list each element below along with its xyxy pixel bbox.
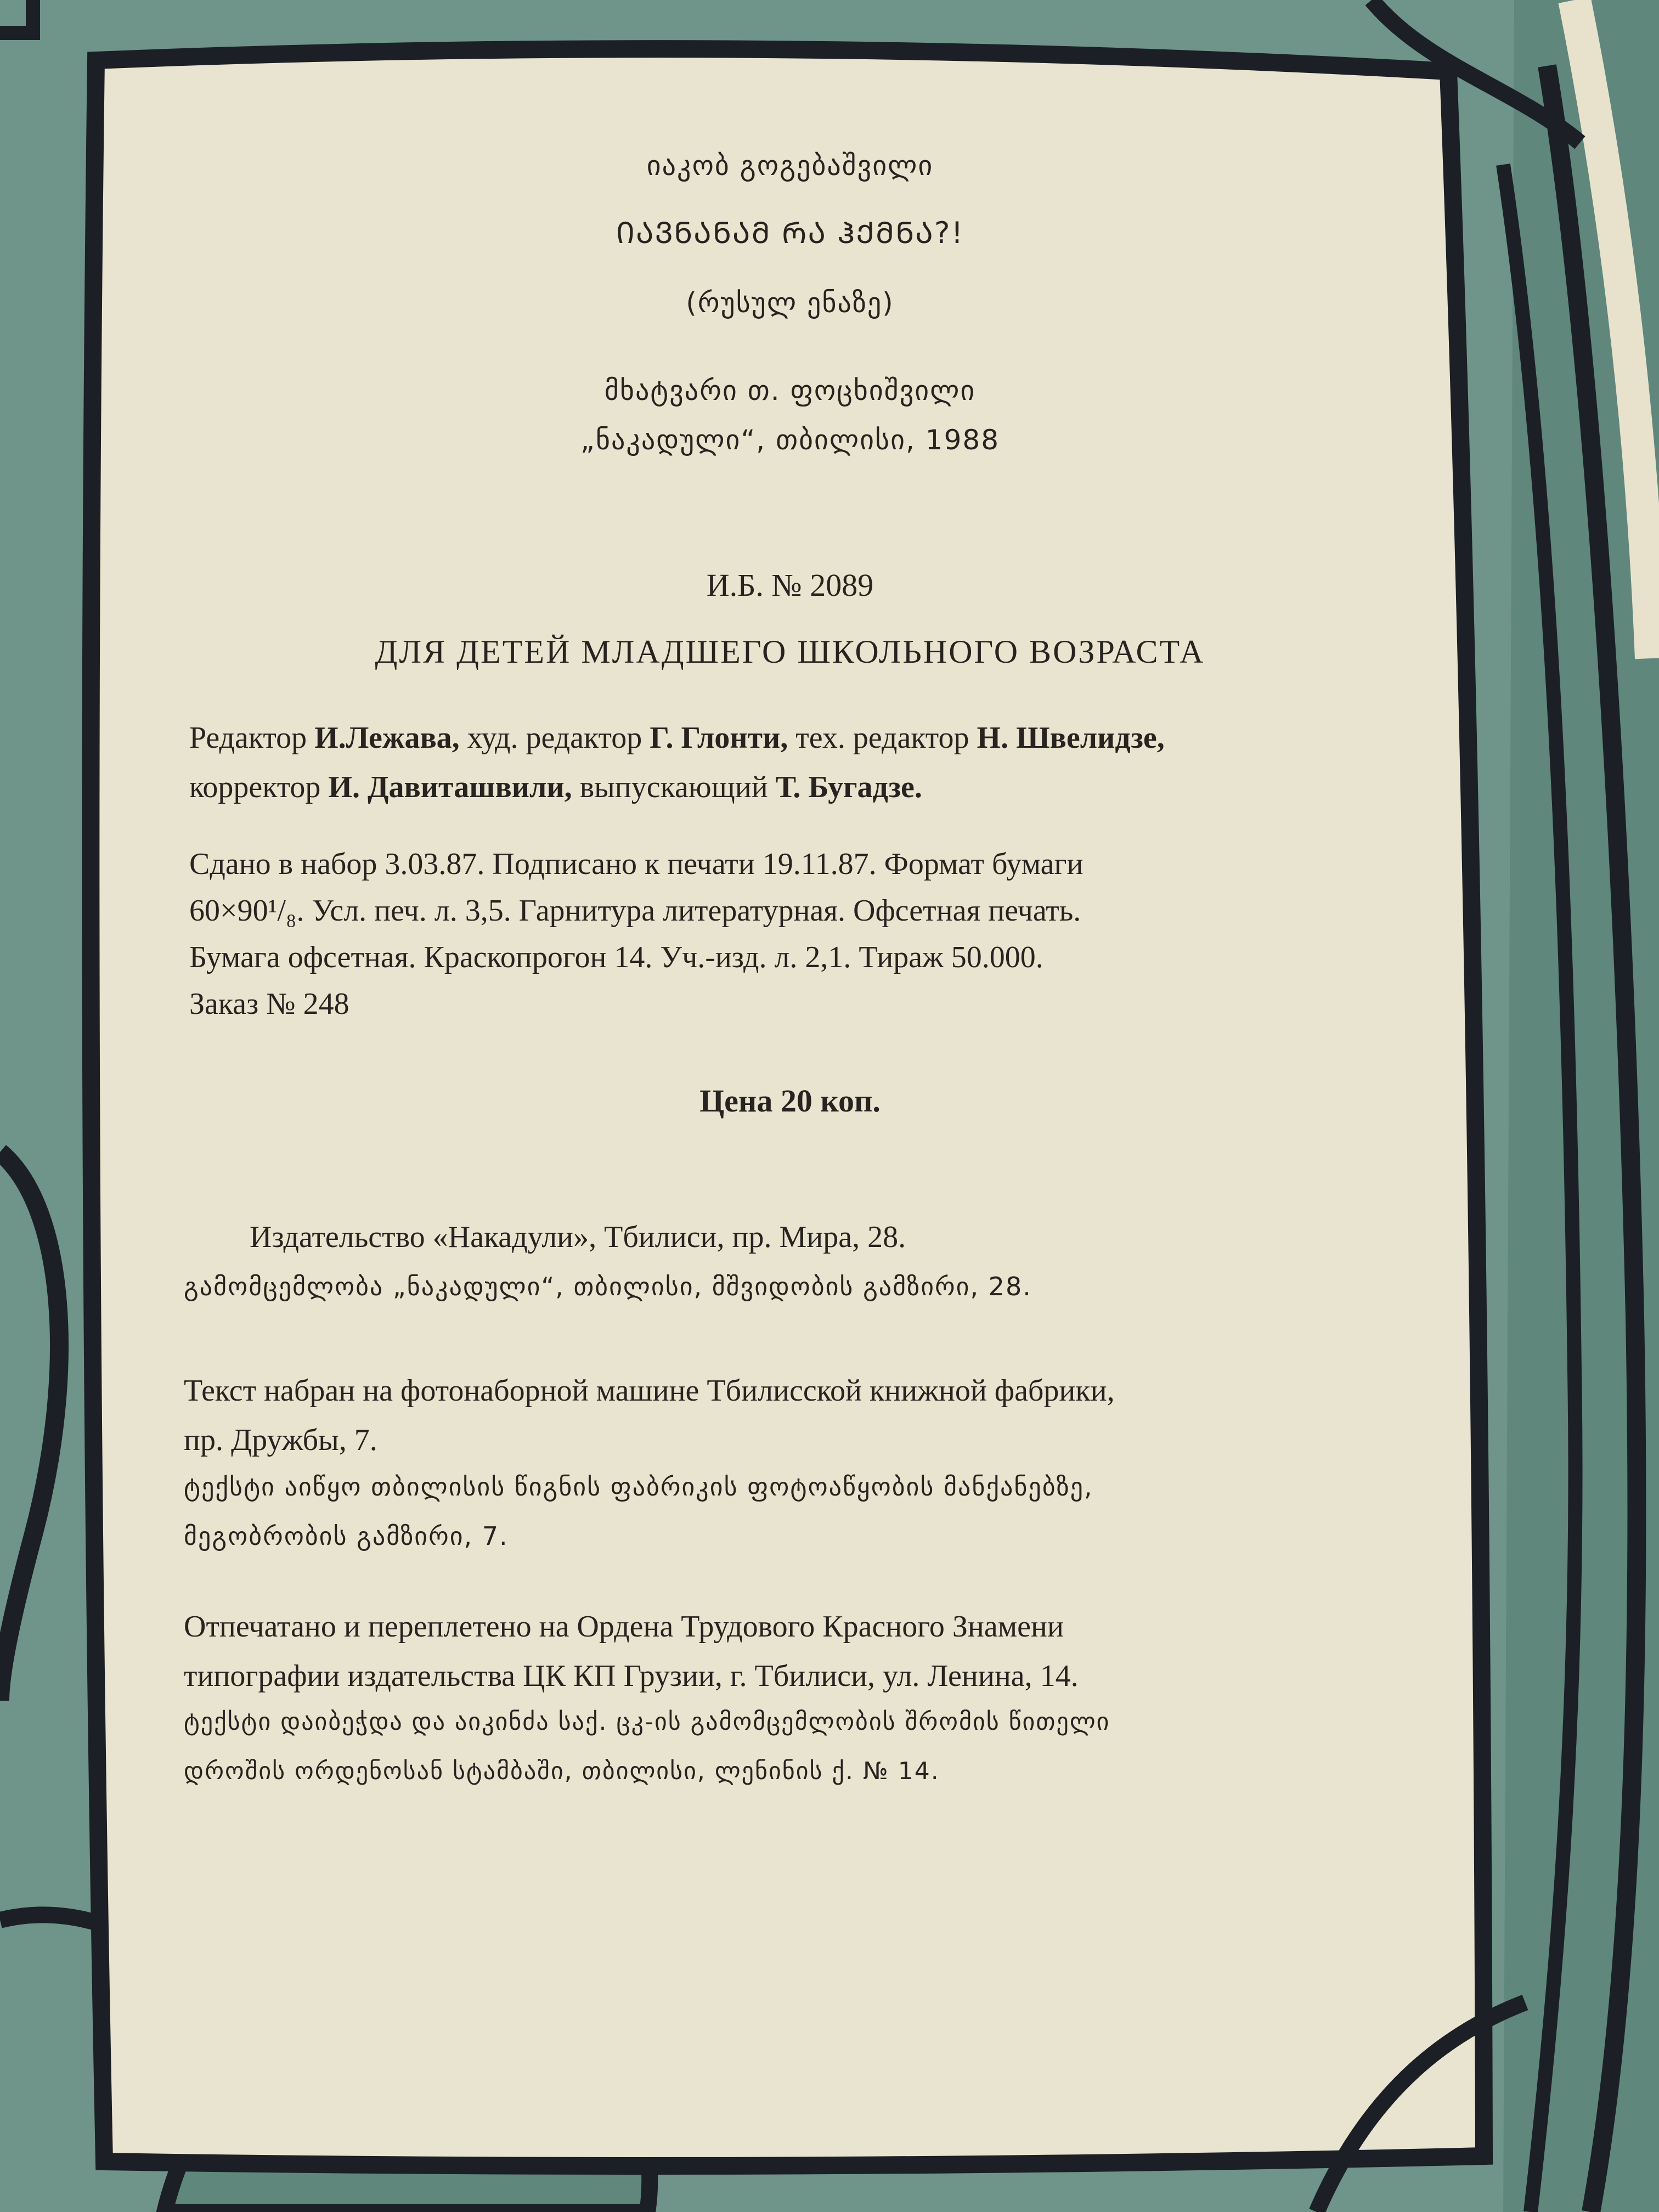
- typesetting-ru-line-1: Текст набран на фотонаборной машине Тбилисской книжной фабрики,: [184, 1374, 1115, 1408]
- georgian-title: ᲘᲐᲕᲜᲐᲜᲐᲛ ᲠᲐ ᲰᲥᲛᲜᲐ?!: [616, 216, 964, 250]
- print-specs-line-1: Сдано в набор 3.03.87. Подписано к печати 19.11.87. Формат бумаги: [189, 847, 1084, 881]
- georgian-illustrator: მხატვარი თ. ფოცხიშვილი: [604, 375, 976, 407]
- typesetting-ka-line-1: ტექსტი აიწყო თბილისის წიგნის ფაბრიკის ფოტოაწყობის მანქანებზე,: [184, 1472, 1093, 1502]
- colophon-page: [96, 52, 1484, 2164]
- typesetting-ka-line-2: მეგობრობის გამზირი, 7.: [184, 1521, 509, 1551]
- georgian-imprint: „ნაკადული“, თბილისი, 1988: [580, 424, 1000, 456]
- tech-editor-name: Н. Швелидзе,: [977, 721, 1165, 755]
- typesetting-ru-line-2: пр. Дружбы, 7.: [184, 1423, 377, 1457]
- print-specs-line-2: 60×90¹/₈. Усл. печ. л. 3,5. Гарнитура литературная. Офсетная печать.: [189, 894, 1081, 928]
- price: Цена 20 коп.: [699, 1083, 881, 1119]
- printing-ka-line-2: დროშის ორდენოსან სტამბაში, თბილისი, ლენინის ქ. № 14.: [184, 1757, 940, 1785]
- print-specs-line-4: Заказ № 248: [189, 987, 349, 1021]
- printing-ru-line-1: Отпечатано и переплетено на Ордена Трудового Красного Знамени: [184, 1610, 1064, 1644]
- print-specs-line-3: Бумага офсетная. Краскопрогон 14. Уч.-изд. л. 2,1. Тираж 50.000.: [189, 940, 1043, 974]
- publisher-georgian: გამომცემლობა „ნაკადული“, თბილისი, მშვიდობის გამზირი, 28.: [184, 1272, 1032, 1301]
- releaser-name: Т. Бугадзе.: [775, 770, 922, 804]
- publisher-russian: Издательство «Накадули», Тбилиси, пр. Мира, 28.: [250, 1220, 906, 1254]
- credits-line-2: корректор И. Давиташвили, выпускающий Т. Бугадзе.: [189, 770, 922, 804]
- printing-ka-line-1: ტექსტი დაიბეჭდა და აიკინძა საქ. ცკ-ის გამომცემლობის შრომის წითელი: [184, 1708, 1110, 1736]
- printing-ru-line-2: типографии издательства ЦК КП Грузии, г. Тбилиси, ул. Ленина, 14.: [184, 1659, 1079, 1693]
- ib-number: И.Б. № 2089: [706, 567, 874, 603]
- georgian-language-note: (რუსულ ენაზე): [686, 287, 894, 319]
- proofreader-name: И. Давиташвили,: [328, 770, 572, 804]
- editor-name: И.Лежава,: [314, 721, 460, 755]
- georgian-author: იაკობ გოგებაშვილი: [646, 150, 934, 182]
- credits-line-1: Редактор И.Лежава, худ. редактор Г. Глонти, тех. редактор Н. Швелидзе,: [189, 721, 1165, 755]
- art-editor-name: Г. Глонти,: [650, 721, 788, 755]
- audience-heading: ДЛЯ ДЕТЕЙ МЛАДШЕГО ШКОЛЬНОГО ВОЗРАСТА: [375, 634, 1205, 670]
